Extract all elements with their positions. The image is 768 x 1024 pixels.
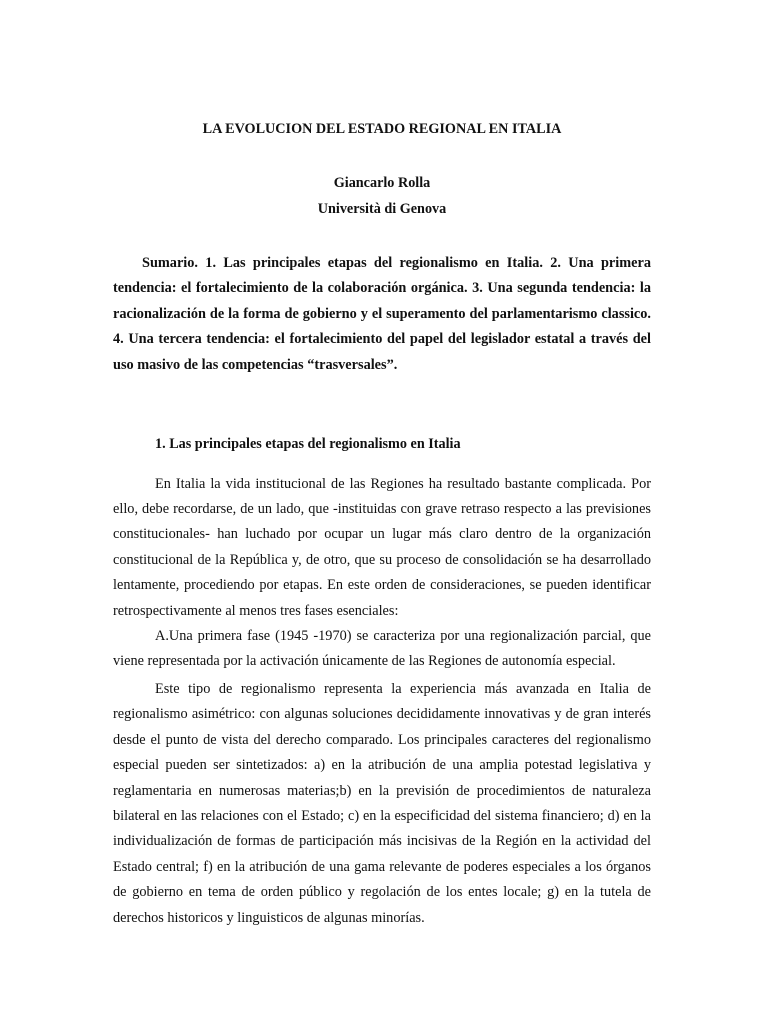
body-paragraph: En Italia la vida institucional de las Regiones ha resultado bastante complicada. Por ello, debe recordarse, de un lado, que -instituidas con grave retraso respecto a las previsiones constitucionales- han luchado por ocupar un lugar más claro dentro de la organización constitucional de la República y, de otro, que su proceso de consolidación se ha desarrollado lentamente, procediendo por etapas. En este orden de consideraciones, se pueden identificar retrospectivamente al menos tres fases esenciales: <box>113 475 651 619</box>
document-title: LA EVOLUCION DEL ESTADO REGIONAL EN ITALIA <box>202 121 562 137</box>
author-affiliation: Università di Genova <box>317 201 447 217</box>
author-name: Giancarlo Rolla <box>333 175 431 191</box>
author-block <box>113 170 651 222</box>
body-paragraph: A.Una primera fase (1945 -1970) se caracteriza por una regionalización parcial, que viene representada por la activación únicamente de las Regiones de autonomía especial. <box>113 628 651 670</box>
section-heading: 1. Las principales etapas del regionalismo en Italia <box>155 436 461 453</box>
summary-paragraph: Sumario. 1. Las principales etapas del regionalismo en Italia. 2. Una primera tendencia: el fortalecimiento de la colaboración orgánica. 3. Una segunda tendencia: la racionalización de la forma de gobierno y el superamento del parlamentarismo classico. 4. Una tercera tendencia: el fortalecimiento del papel del legislador estatal a través del uso masivo de las competencias “trasversales”. <box>113 255 651 373</box>
document-page <box>113 118 651 931</box>
body-paragraph: Este tipo de regionalismo representa la experiencia más avanzada en Italia de regionalismo asimétrico: con algunas soluciones decididamente innovativas y de gran interés desde el punto de vista del derecho comparado. Los principales caracteres del regionalismo especial pueden ser sintetizados: a) en la atribución de una amplia potestad legislativa y reglamentaria en numerosas materias;b) en la previsión de procedimientos de naturaleza bilateral en las relaciones con el Estado; c) en la especificidad del sistema financiero; d) en la individualización de formas de participación más incisivas de la Región en la actividad del Estado central; f) en la atribución de una gama relevante de poderes especiales a los órganos de gobierno en tema de orden público y regolación de los entes locale; g) en la tutela de derechos historicos y linguisticos de algunas minorías. <box>113 680 651 926</box>
